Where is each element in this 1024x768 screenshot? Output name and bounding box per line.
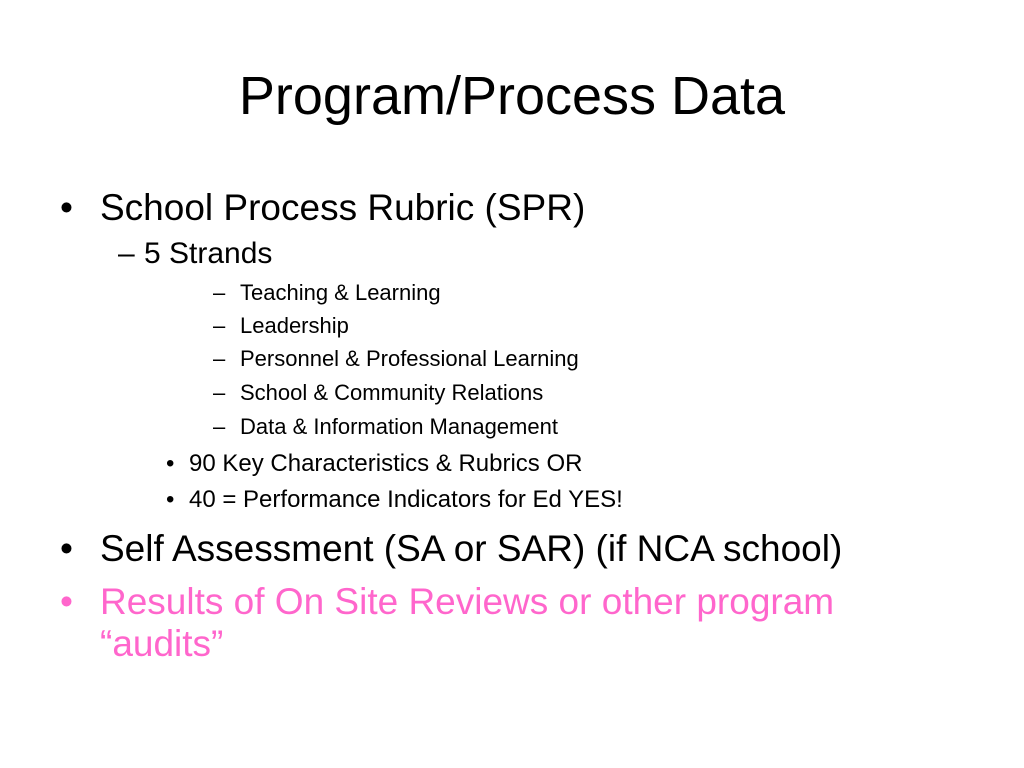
bullet-marker: • — [60, 581, 73, 622]
strand-item: Personnel & Professional Learning — [240, 346, 579, 371]
bullet-marker: • — [60, 528, 73, 569]
bullet-results-line1: Results of On Site Reviews or other program — [100, 581, 835, 622]
note-item: 90 Key Characteristics & Rubrics OR — [189, 450, 583, 477]
dash-marker: – — [213, 380, 226, 405]
bullet-marker: • — [166, 450, 175, 477]
bullet-spr: School Process Rubric (SPR) — [100, 187, 586, 228]
bullet-marker: • — [166, 486, 175, 513]
strand-item: Data & Information Management — [240, 414, 558, 439]
strand-item: Teaching & Learning — [240, 280, 441, 305]
bullet-marker: • — [60, 187, 73, 228]
dash-marker: – — [118, 237, 135, 270]
dash-marker: – — [213, 313, 226, 338]
bullet-self-assessment: Self Assessment (SA or SAR) (if NCA school) — [100, 528, 843, 569]
dash-marker: – — [213, 280, 226, 305]
strand-item: Leadership — [240, 313, 349, 338]
dash-marker: – — [213, 346, 226, 371]
bullet-results-line2: “audits” — [100, 623, 224, 664]
strand-item: School & Community Relations — [240, 380, 544, 405]
slide-title: Program/Process Data — [238, 66, 786, 126]
dash-marker: – — [213, 414, 226, 439]
sub-bullet-strands: 5 Strands — [144, 237, 273, 270]
note-item: 40 = Performance Indicators for Ed YES! — [189, 486, 623, 513]
